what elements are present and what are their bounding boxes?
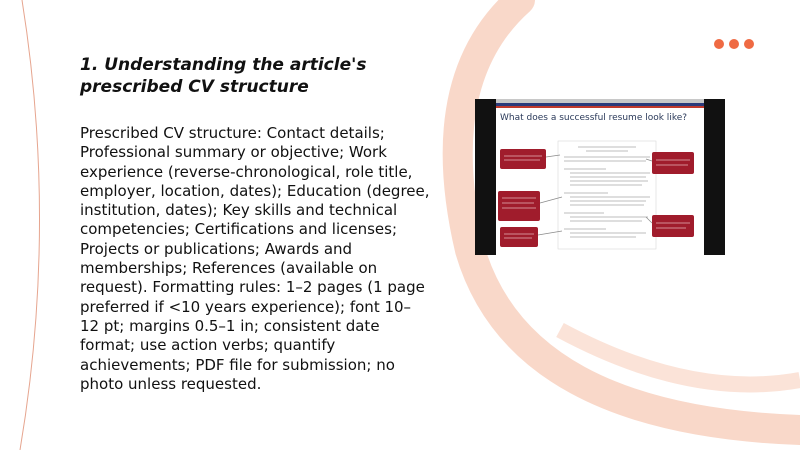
- resume-diagram: [496, 99, 704, 255]
- resume-slide-thumbnail: [496, 99, 704, 255]
- dot: [714, 39, 724, 49]
- slide-title: 1. Understanding the article's prescribed CV structure: [80, 55, 367, 97]
- slide-body-text: Prescribed CV structure: Contact details; Professional summary or objective; Work experience (reverse-chronological, role title, employer, location, dates); Education (degree, institution, dates); Key skills and technical competencies; Certifications and licenses; Projects or publications; Awards and memberships; References (available on request). Formatting rules: 1–2 pages (1 page preferred if <10 years experience); font 10–12 pt; margins 0.5–1 in; consistent date format; use action verbs; quantify achievements; PDF file for submission; no photo unless requested.: [80, 124, 430, 393]
- dot: [729, 39, 739, 49]
- dot: [744, 39, 754, 49]
- resume-example-image: [475, 99, 725, 255]
- three-dots-icon[interactable]: [714, 39, 754, 49]
- thumbnail-heading: What does a successful resume look like?: [500, 113, 688, 123]
